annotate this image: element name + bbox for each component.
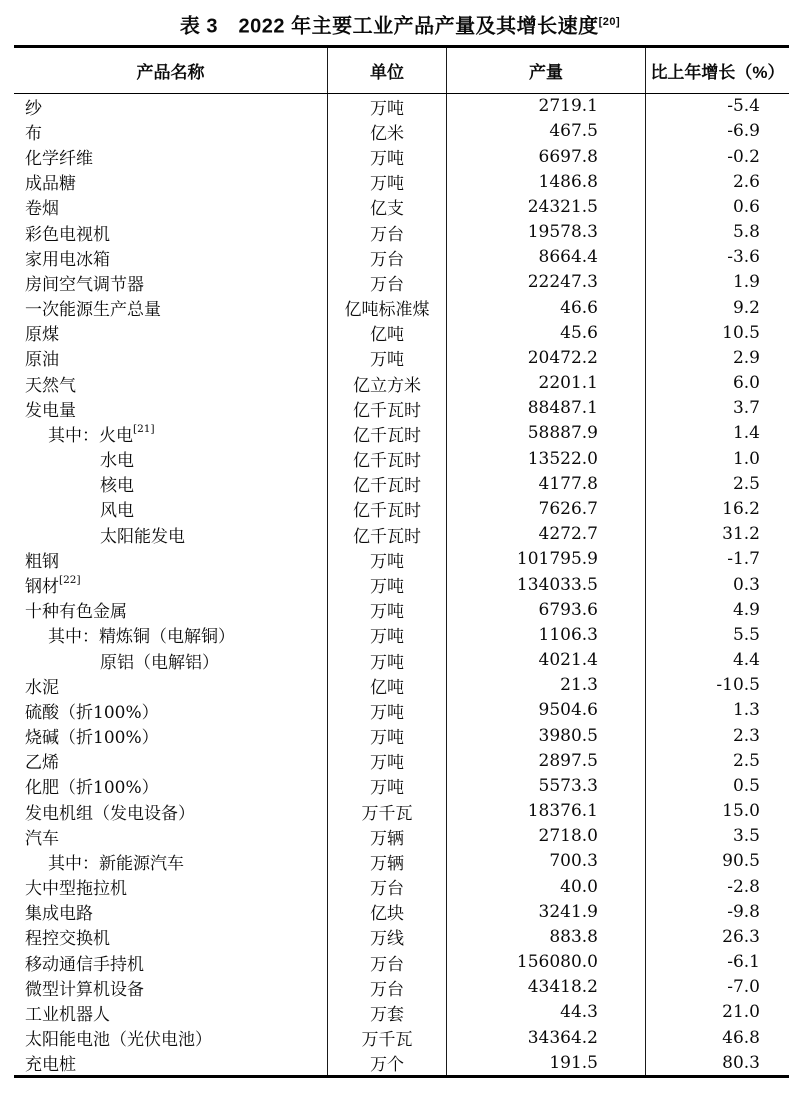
product-name-cell [14,169,327,194]
table-row [14,320,789,345]
industrial-products-table [14,45,789,1079]
unit-cell: 亿块 [327,899,446,924]
growth-value-cell: 2.5 [645,471,789,496]
col-header-unit: 单位 [327,48,446,93]
product-name-cell [14,144,327,169]
product-name: 集成电路 [25,904,93,925]
product-name-cell [14,396,327,421]
table-row [14,572,789,597]
col-header-product-name: 产品名称 [136,62,205,82]
unit-cell: 万吨 [327,94,446,119]
growth-value-cell: -2.8 [645,874,789,899]
table-row [14,220,789,245]
table-row [14,748,789,773]
unit-cell: 万吨 [327,572,446,597]
product-name-cell [14,371,327,396]
product-name: 其中：火电 [48,425,133,446]
table-row [14,496,789,521]
product-name: 工业机器人 [25,1004,110,1025]
output-value-cell: 134033.5 [446,572,645,597]
output-value-cell: 88487.1 [446,396,645,421]
product-name: 原煤 [25,325,59,346]
output-value-cell: 21.3 [446,673,645,698]
product-name-cell [14,1025,327,1050]
unit-cell: 万吨 [327,345,446,370]
output-value-cell: 46.6 [446,295,645,320]
unit-cell: 亿千瓦时 [327,496,446,521]
product-name-cell [14,773,327,798]
unit-cell: 万台 [327,270,446,295]
growth-value-cell: 2.6 [645,169,789,194]
growth-value-cell: -0.2 [645,144,789,169]
unit-cell: 万吨 [327,723,446,748]
output-value-cell: 4177.8 [446,471,645,496]
product-name-cell [14,295,327,320]
product-name: 发电量 [25,400,76,421]
product-name: 其中：精炼铜（电解铜） [48,627,235,648]
growth-value-cell: 0.6 [645,194,789,219]
product-name: 风电 [100,501,134,522]
growth-value-cell: 1.4 [645,421,789,446]
growth-value-cell: -5.4 [645,94,789,119]
document-page [0,9,800,1078]
output-value-cell: 700.3 [446,849,645,874]
growth-value-cell: 0.5 [645,773,789,798]
growth-value-cell: 2.5 [645,748,789,773]
growth-value-cell: -3.6 [645,245,789,270]
table-row [14,798,789,823]
growth-value-cell: -9.8 [645,899,789,924]
product-name: 房间空气调节器 [25,274,144,295]
product-name-cell [14,622,327,647]
product-name: 其中：新能源汽车 [48,853,184,874]
output-value-cell: 467.5 [446,119,645,144]
product-name-cell [14,345,327,370]
product-name: 移动通信手持机 [25,954,144,975]
table-title-footnote-ref: [20] [598,16,621,28]
table-row [14,547,789,572]
product-name: 布 [25,123,42,144]
product-name-cell [14,547,327,572]
product-name: 彩色电视机 [25,224,110,245]
table-row [14,119,789,144]
output-value-cell: 19578.3 [446,220,645,245]
product-name: 发电机组（发电设备） [25,803,195,824]
table-row [14,874,789,899]
product-name-cell [14,270,327,295]
table-row [14,371,789,396]
product-name: 成品糖 [25,174,76,195]
output-value-cell: 40.0 [446,874,645,899]
growth-value-cell: -1.7 [645,547,789,572]
unit-cell: 亿吨 [327,673,446,698]
product-name-cell [14,723,327,748]
output-value-cell: 43418.2 [446,975,645,1000]
product-name: 充电桩 [25,1055,76,1076]
product-name-cell [14,220,327,245]
unit-cell: 亿千瓦时 [327,522,446,547]
unit-cell: 亿米 [327,119,446,144]
unit-cell: 万吨 [327,647,446,672]
unit-cell: 万辆 [327,849,446,874]
product-name: 硫酸（折100%） [25,702,159,723]
output-value-cell: 1486.8 [446,169,645,194]
unit-cell: 万吨 [327,597,446,622]
product-name-cell [14,119,327,144]
unit-cell: 亿千瓦时 [327,421,446,446]
table-row [14,950,789,975]
growth-value-cell: 4.9 [645,597,789,622]
output-value-cell: 9504.6 [446,698,645,723]
output-value-cell: 7626.7 [446,496,645,521]
growth-value-cell: 26.3 [645,924,789,949]
product-name-cell [14,849,327,874]
growth-value-cell: -6.9 [645,119,789,144]
growth-value-cell: 21.0 [645,1000,789,1025]
output-value-cell: 34364.2 [446,1025,645,1050]
growth-value-cell: 4.4 [645,647,789,672]
table-row [14,1050,789,1075]
growth-value-cell: 90.5 [645,849,789,874]
growth-value-cell: 0.3 [645,572,789,597]
product-name: 大中型拖拉机 [25,879,127,900]
table-row [14,1025,789,1050]
product-name-cell [14,245,327,270]
table-title-text: 表 3 2022 年主要工业产品产量及其增长速度 [179,15,599,38]
product-name: 太阳能发电 [100,526,185,547]
table-row [14,622,789,647]
table-row [14,144,789,169]
product-name: 程控交换机 [25,929,110,950]
output-value-cell: 101795.9 [446,547,645,572]
table-row [14,446,789,471]
table-row [14,924,789,949]
output-value-cell: 2719.1 [446,94,645,119]
product-name-cell [14,1050,327,1075]
output-value-cell: 18376.1 [446,798,645,823]
unit-cell: 万台 [327,874,446,899]
growth-value-cell: 80.3 [645,1050,789,1075]
table-row [14,899,789,924]
table-row [14,295,789,320]
output-value-cell: 44.3 [446,1000,645,1025]
unit-cell: 万吨 [327,144,446,169]
unit-cell: 万吨 [327,622,446,647]
unit-cell: 万辆 [327,824,446,849]
product-name: 纱 [25,98,42,119]
table-row [14,245,789,270]
product-name-cell [14,496,327,521]
product-name-cell [14,597,327,622]
output-value-cell: 58887.9 [446,421,645,446]
growth-value-cell: 9.2 [645,295,789,320]
product-name-cell [14,798,327,823]
table-row [14,849,789,874]
unit-cell: 万吨 [327,169,446,194]
table-row [14,975,789,1000]
table-row [14,522,789,547]
product-name: 卷烟 [25,199,59,220]
unit-cell: 万吨 [327,748,446,773]
output-value-cell: 156080.0 [446,950,645,975]
unit-cell: 亿千瓦时 [327,396,446,421]
unit-cell: 万吨 [327,547,446,572]
table-row [14,824,789,849]
product-name-cell [14,874,327,899]
product-name: 水电 [100,451,134,472]
output-value-cell: 191.5 [446,1050,645,1075]
product-name: 化学纤维 [25,149,93,170]
product-name: 汽车 [25,828,59,849]
table-row [14,647,789,672]
table-row [14,169,789,194]
table-row [14,698,789,723]
unit-cell: 亿支 [327,194,446,219]
product-name-cell [14,748,327,773]
product-name: 钢材 [25,577,59,597]
output-value-cell: 3241.9 [446,899,645,924]
footnote-ref: [22] [59,573,81,586]
product-name: 粗钢 [25,551,59,572]
output-value-cell: 5573.3 [446,773,645,798]
table-row [14,396,789,421]
output-value-cell: 4021.4 [446,647,645,672]
unit-cell: 亿千瓦时 [327,471,446,496]
product-name: 原油 [25,350,59,371]
product-name: 乙烯 [25,753,59,774]
product-name-cell [14,194,327,219]
product-name-cell [14,446,327,471]
growth-value-cell: 31.2 [645,522,789,547]
table-title [0,9,800,41]
growth-value-cell: -7.0 [645,975,789,1000]
product-name: 家用电冰箱 [25,249,110,270]
output-value-cell: 883.8 [446,924,645,949]
growth-value-cell: 5.8 [645,220,789,245]
product-name-cell [14,824,327,849]
product-name-cell [14,698,327,723]
product-name-cell [14,899,327,924]
product-name: 烧碱（折100%） [25,728,159,749]
output-value-cell: 6697.8 [446,144,645,169]
growth-value-cell: 1.9 [645,270,789,295]
output-value-cell: 6793.6 [446,597,645,622]
growth-value-cell: 3.7 [645,396,789,421]
growth-value-cell: -10.5 [645,673,789,698]
product-name-cell [14,94,327,119]
growth-value-cell: 1.3 [645,698,789,723]
output-value-cell: 4272.7 [446,522,645,547]
unit-cell: 万台 [327,950,446,975]
unit-cell: 万台 [327,975,446,1000]
table-row [14,94,789,119]
growth-value-cell: 15.0 [645,798,789,823]
output-value-cell: 45.6 [446,320,645,345]
unit-cell: 万线 [327,924,446,949]
product-name: 微型计算机设备 [25,979,144,1000]
product-name: 核电 [100,476,134,497]
growth-value-cell: 46.8 [645,1025,789,1050]
unit-cell: 亿立方米 [327,371,446,396]
unit-cell: 万吨 [327,698,446,723]
col-header-growth: 比上年增长（%） [645,48,789,93]
table-row [14,421,789,446]
output-value-cell: 2718.0 [446,824,645,849]
output-value-cell: 20472.2 [446,345,645,370]
product-name-cell [14,471,327,496]
unit-cell: 亿千瓦时 [327,446,446,471]
product-name: 化肥（折100%） [25,778,159,799]
product-name-cell [14,924,327,949]
table-body [14,94,789,1076]
growth-value-cell: 6.0 [645,371,789,396]
unit-cell: 亿吨标准煤 [327,295,446,320]
product-name: 一次能源生产总量 [25,300,161,321]
product-name: 天然气 [25,375,76,396]
product-name-cell [14,975,327,1000]
product-name-cell [14,421,327,446]
output-value-cell: 8664.4 [446,245,645,270]
unit-cell: 万吨 [327,773,446,798]
output-value-cell: 2897.5 [446,748,645,773]
table-row [14,773,789,798]
growth-value-cell: 2.9 [645,345,789,370]
unit-cell: 万个 [327,1050,446,1075]
output-value-cell: 22247.3 [446,270,645,295]
growth-value-cell: -6.1 [645,950,789,975]
col-header-output: 产量 [446,48,645,93]
table-header-row [14,48,789,94]
growth-value-cell: 10.5 [645,320,789,345]
product-name-cell [14,320,327,345]
table-row [14,194,789,219]
output-value-cell: 2201.1 [446,371,645,396]
unit-cell: 万千瓦 [327,1025,446,1050]
output-value-cell: 1106.3 [446,622,645,647]
product-name-cell [14,522,327,547]
footnote-ref: [21] [133,422,155,435]
table-row [14,1000,789,1025]
growth-value-cell: 1.0 [645,446,789,471]
product-name-cell [14,950,327,975]
growth-value-cell: 5.5 [645,622,789,647]
unit-cell: 万台 [327,245,446,270]
product-name-cell [14,673,327,698]
growth-value-cell: 3.5 [645,824,789,849]
product-name-cell [14,647,327,672]
product-name: 水泥 [25,677,59,698]
table-row [14,270,789,295]
table-row [14,673,789,698]
output-value-cell: 13522.0 [446,446,645,471]
unit-cell: 万千瓦 [327,798,446,823]
growth-value-cell: 2.3 [645,723,789,748]
output-value-cell: 3980.5 [446,723,645,748]
growth-value-cell: 16.2 [645,496,789,521]
unit-cell: 亿吨 [327,320,446,345]
table-row [14,471,789,496]
table-row [14,597,789,622]
unit-cell: 万台 [327,220,446,245]
product-name: 原铝（电解铝） [100,652,219,673]
table-row [14,345,789,370]
table-row [14,723,789,748]
product-name: 十种有色金属 [25,602,127,623]
product-name: 太阳能电池（光伏电池） [25,1030,212,1051]
unit-cell: 万套 [327,1000,446,1025]
output-value-cell: 24321.5 [446,194,645,219]
product-name-cell [14,1000,327,1025]
product-name-cell [14,572,327,597]
